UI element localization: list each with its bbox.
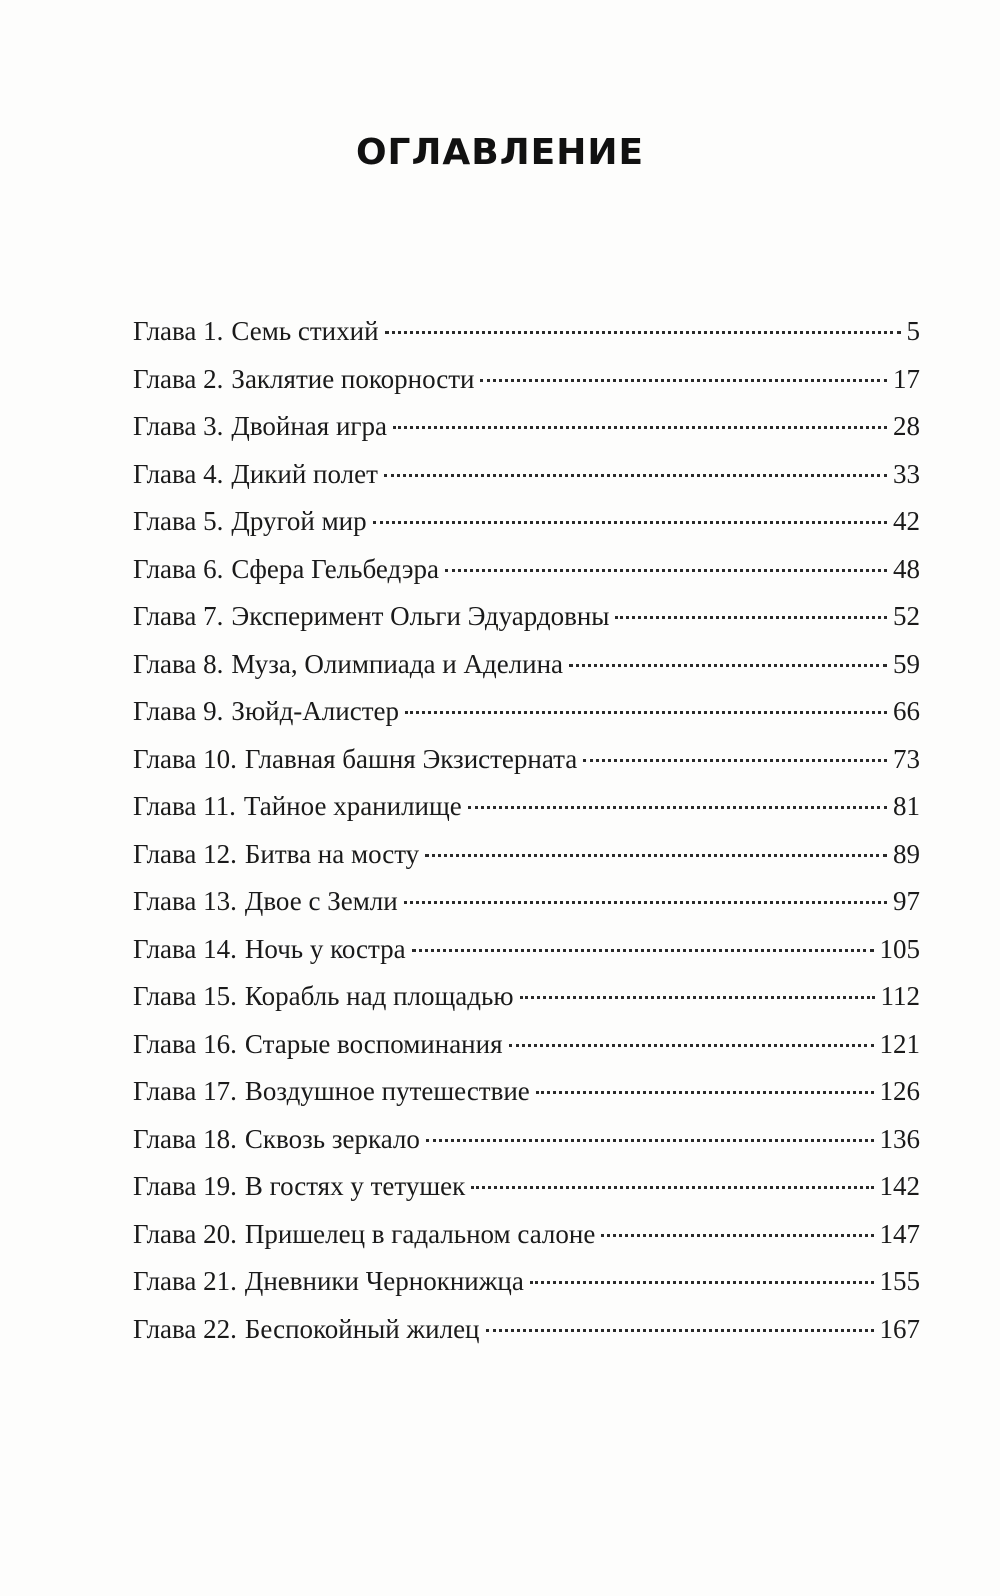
dot-leader <box>569 664 887 667</box>
chapter-number: Глава 9. <box>133 696 224 726</box>
toc-entry <box>133 593 920 641</box>
chapter-number: Глава 11. <box>133 791 236 821</box>
chapter-number: Глава 19. <box>133 1171 237 1201</box>
page-number: 5 <box>906 316 920 346</box>
chapter-title: Корабль над площадью <box>244 981 514 1011</box>
toc-entry <box>133 1258 920 1306</box>
page-number: 33 <box>893 458 920 489</box>
chapter-title: Битва на мосту <box>244 838 420 869</box>
chapter-label <box>133 403 387 451</box>
page-title: ОГЛАВЛЕНИЕ <box>355 132 645 173</box>
page-number: 142 <box>879 1171 920 1201</box>
toc-entry <box>133 308 920 356</box>
toc-entry <box>133 878 920 926</box>
dot-leader <box>405 711 887 714</box>
dot-leader <box>384 474 887 477</box>
chapter-label <box>133 308 379 356</box>
chapter-label <box>133 356 474 404</box>
toc-entry <box>133 926 920 974</box>
chapter-title: Двойная игра <box>231 411 387 441</box>
toc-entry <box>133 451 920 499</box>
toc-entry <box>133 831 920 879</box>
page-number: 28 <box>893 411 920 441</box>
chapter-label <box>133 973 514 1021</box>
chapter-label <box>133 1163 465 1211</box>
chapter-number: Глава 2. <box>133 363 224 394</box>
page-number: 167 <box>879 1313 920 1344</box>
page-number: 112 <box>880 981 920 1011</box>
toc-entry <box>133 736 920 784</box>
chapter-title: Муза, Олимпиада и Аделина <box>231 648 564 679</box>
chapter-label <box>133 451 378 499</box>
dot-leader <box>583 759 887 762</box>
toc-entry <box>133 783 920 831</box>
toc-entry <box>133 1211 920 1259</box>
chapter-title: Двое с Земли <box>244 886 398 916</box>
page-number: 52 <box>893 601 920 631</box>
toc-entry <box>133 1163 920 1211</box>
chapter-label <box>133 783 462 831</box>
toc-entry <box>133 1306 920 1354</box>
dot-leader <box>530 1281 874 1284</box>
page-number: 73 <box>893 743 920 774</box>
chapter-title: Эксперимент Ольги Эдуардовны <box>231 601 610 631</box>
chapter-title: Сквозь зеркало <box>244 1123 420 1154</box>
dot-leader <box>486 1329 874 1332</box>
dot-leader <box>509 1044 874 1047</box>
chapter-title: Другой мир <box>231 506 367 536</box>
toc-entry <box>133 1116 920 1164</box>
chapter-title: Воздушное путешествие <box>244 1076 530 1106</box>
chapter-title: В гостях у тетушек <box>244 1171 466 1201</box>
page-number: 17 <box>893 363 920 394</box>
chapter-label <box>133 593 609 641</box>
chapter-number: Глава 1. <box>133 316 224 346</box>
chapter-label <box>133 1306 480 1354</box>
dot-leader <box>520 996 875 999</box>
dot-leader <box>412 949 874 952</box>
toc-entry <box>133 1068 920 1116</box>
page-number: 89 <box>893 838 920 869</box>
toc-entry <box>133 498 920 546</box>
page-number: 59 <box>893 648 920 679</box>
chapter-label <box>133 831 419 879</box>
dot-leader <box>404 901 887 904</box>
page-number: 147 <box>879 1218 920 1249</box>
chapter-number: Глава 4. <box>133 458 224 489</box>
chapter-number: Глава 10. <box>133 743 237 774</box>
chapter-title: Ночь у костра <box>244 933 406 964</box>
chapter-label <box>133 688 399 736</box>
chapter-number: Глава 14. <box>133 933 237 964</box>
toc-entry <box>133 973 920 1021</box>
page-number: 42 <box>893 506 920 536</box>
chapter-number: Глава 8. <box>133 648 224 679</box>
chapter-label <box>133 878 398 926</box>
toc-entry <box>133 641 920 689</box>
toc-entry <box>133 688 920 736</box>
toc-entry <box>133 403 920 451</box>
chapter-title: Старые воспоминания <box>244 1028 503 1059</box>
chapter-title: Беспокойный жилец <box>244 1313 480 1344</box>
chapter-label <box>133 1211 595 1259</box>
dot-leader <box>601 1234 873 1237</box>
chapter-title: Заклятие покорности <box>231 363 475 394</box>
chapter-number: Глава 20. <box>133 1218 237 1249</box>
chapter-label <box>133 641 563 689</box>
chapter-number: Глава 7. <box>133 601 224 631</box>
chapter-number: Глава 16. <box>133 1028 237 1059</box>
dot-leader <box>536 1091 874 1094</box>
chapter-label <box>133 1021 503 1069</box>
dot-leader <box>385 331 901 334</box>
dot-leader <box>445 569 887 572</box>
page-number: 66 <box>893 696 920 726</box>
toc-entry <box>133 546 920 594</box>
chapter-number: Глава 5. <box>133 506 224 536</box>
chapter-label <box>133 736 577 784</box>
chapter-label <box>133 546 439 594</box>
chapter-title: Дневники Чернокнижца <box>244 1266 524 1296</box>
page-number: 136 <box>879 1123 920 1154</box>
chapter-label <box>133 498 367 546</box>
chapter-number: Глава 22. <box>133 1313 237 1344</box>
dot-leader <box>468 806 887 809</box>
dot-leader <box>425 854 887 857</box>
chapter-number: Глава 12. <box>133 838 237 869</box>
chapter-label <box>133 1068 530 1116</box>
toc-entry <box>133 356 920 404</box>
dot-leader <box>480 379 887 382</box>
dot-leader <box>373 521 887 524</box>
page-number: 155 <box>879 1266 920 1296</box>
chapter-title: Дикий полет <box>231 458 378 489</box>
dot-leader <box>426 1139 874 1142</box>
chapter-number: Глава 15. <box>133 981 237 1011</box>
chapter-label <box>133 1258 524 1306</box>
dot-leader <box>393 426 887 429</box>
chapter-title: Зюйд-Алистер <box>231 696 399 726</box>
chapter-title: Сфера Гельбедэра <box>231 553 439 584</box>
page-number: 105 <box>879 933 920 964</box>
chapter-number: Глава 6. <box>133 553 224 584</box>
chapter-title: Пришелец в гадальном салоне <box>244 1218 596 1249</box>
chapter-number: Глава 18. <box>133 1123 237 1154</box>
table-of-contents <box>133 308 920 1353</box>
chapter-title: Главная башня Экзистерната <box>244 743 578 774</box>
page-number: 81 <box>893 791 920 821</box>
page-number: 126 <box>879 1076 920 1106</box>
chapter-number: Глава 13. <box>133 886 237 916</box>
chapter-title: Семь стихий <box>231 316 379 346</box>
chapter-label <box>133 926 406 974</box>
chapter-number: Глава 21. <box>133 1266 237 1296</box>
chapter-number: Глава 17. <box>133 1076 237 1106</box>
toc-entry <box>133 1021 920 1069</box>
chapter-number: Глава 3. <box>133 411 224 441</box>
chapter-title: Тайное хранилище <box>243 791 462 821</box>
dot-leader <box>615 616 887 619</box>
page-number: 48 <box>893 553 920 584</box>
page-number: 121 <box>879 1028 920 1059</box>
dot-leader <box>471 1186 873 1189</box>
page-number: 97 <box>893 886 920 916</box>
chapter-label <box>133 1116 420 1164</box>
